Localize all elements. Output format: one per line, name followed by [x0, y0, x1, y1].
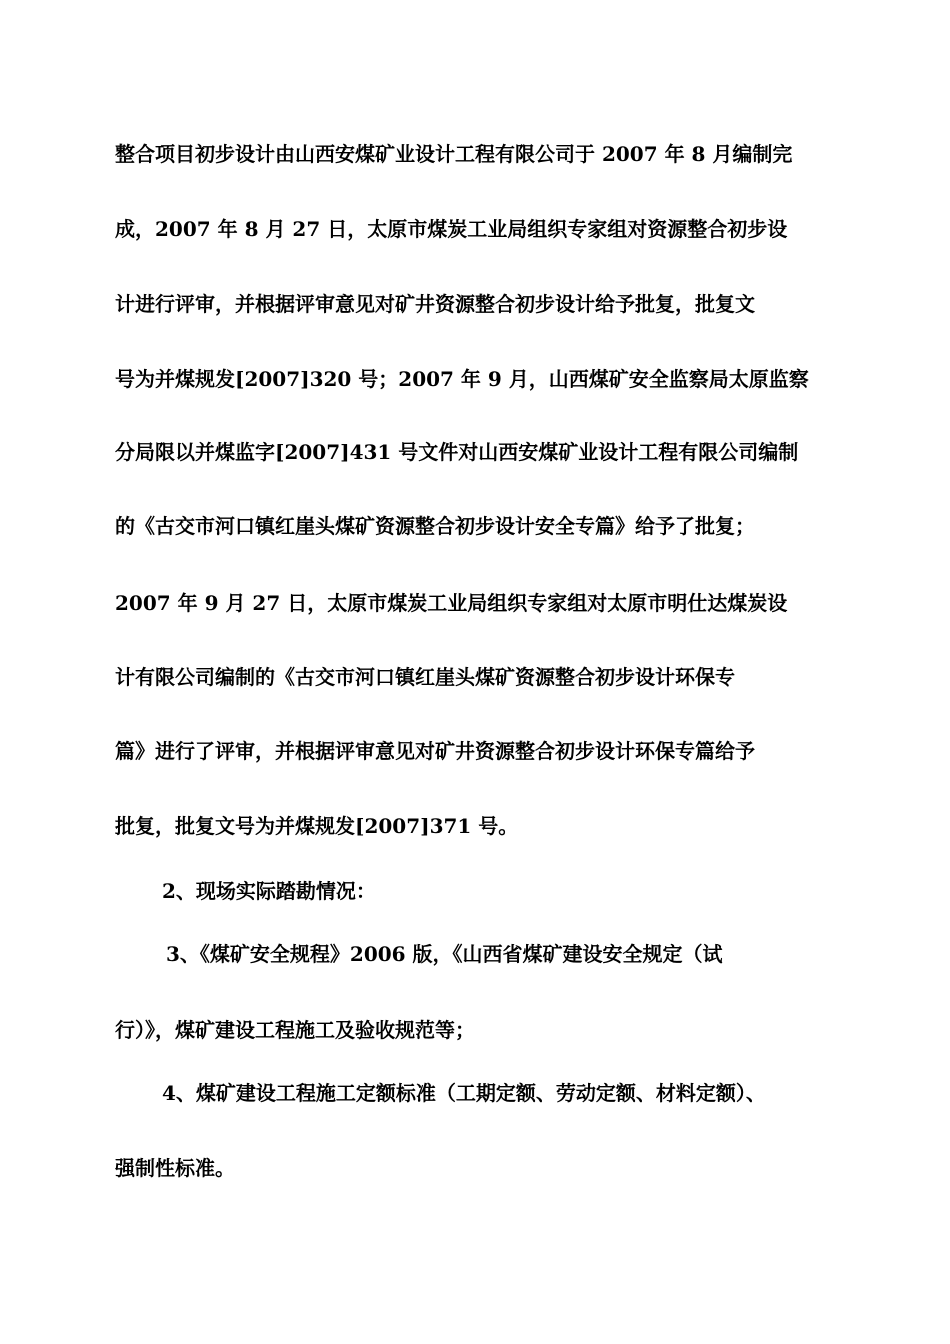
item-3-line-2: 行）》，煤矿建设工程施工及验收规范等；: [115, 1018, 475, 1042]
paragraph-line-9: 篇》进行了评审，并根据评审意见对矿井资源整合初步设计环保专篇给予: [115, 739, 755, 763]
paragraph-line-1: 整合项目初步设计由山西安煤矿业设计工程有限公司于 2007 年 8 月编制完: [115, 142, 793, 166]
item-4-line-1: 4、煤矿建设工程施工定额标准（工期定额、劳动定额、材料定额）、: [162, 1081, 766, 1105]
paragraph-line-6: 的《古交市河口镇红崖头煤矿资源整合初步设计安全专篇》给予了批复；: [115, 514, 755, 538]
item-4-line-2: 强制性标准。: [115, 1156, 235, 1180]
paragraph-line-3: 计进行评审，并根据评审意见对矿井资源整合初步设计给予批复，批复文: [115, 292, 755, 316]
paragraph-line-2: 成，2007 年 8 月 27 日，太原市煤炭工业局组织专家组对资源整合初步设: [115, 217, 788, 241]
item-2-line: 2、现场实际踏勘情况：: [162, 879, 376, 903]
paragraph-line-4: 号为并煤规发[2007]320 号；2007 年 9 月，山西煤矿安全监察局太原监察: [115, 367, 809, 391]
paragraph-line-5: 分局限以并煤监字[2007]431 号文件对山西安煤矿业设计工程有限公司编制: [115, 440, 799, 464]
paragraph-line-10: 批复，批复文号为并煤规发[2007]371 号。: [115, 814, 519, 838]
paragraph-line-8: 计有限公司编制的《古交市河口镇红崖头煤矿资源整合初步设计环保专: [115, 665, 735, 689]
paragraph-line-7: 2007 年 9 月 27 日，太原市煤炭工业局组织专家组对太原市明仕达煤炭设: [115, 591, 788, 615]
item-3-line-1: 3、《煤矿安全规程》2006 版，《山西省煤矿建设安全规定（试: [166, 942, 723, 966]
